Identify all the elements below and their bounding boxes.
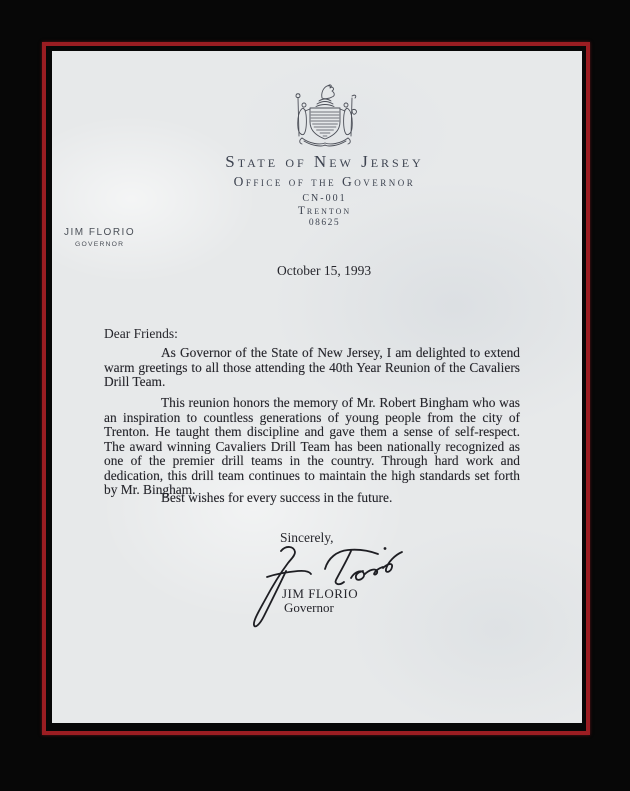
body-paragraph: Best wishes for every success in the future. xyxy=(161,490,393,505)
salutation: Dear Friends: xyxy=(104,326,178,341)
typed-signature-name: JIM FLORIO xyxy=(282,586,359,601)
closing: Sincerely, xyxy=(280,530,334,545)
body-paragraph: As Governor of the State of New Jersey, I am delighted to extend warm greetings to all those attending the 40th Year Reunion of the Cavaliers Drill Team. xyxy=(104,345,520,389)
letterhead-office-line: Office of the Governor xyxy=(233,174,416,189)
letterhead xyxy=(67,51,582,228)
letterhead-cn-line: CN-001 xyxy=(302,193,347,204)
letterhead-state-line: State of New Jersey xyxy=(225,152,424,171)
body-paragraph: This reunion honors the memory of Mr. Robert Bingham who was an inspiration to countless generations of young people from the city of Trenton. He taught them discipline and gave them a sense of self-respect. The award winning Cavaliers Drill Team has been nationally recognized as one of the premier drill teams in the country. Through hard work and dedication, this drill team continues to maintain the high standards set forth by Mr. Bingham. xyxy=(104,395,520,497)
officer-block xyxy=(64,227,135,248)
letter-page xyxy=(52,51,582,723)
typed-signature-title: Governor xyxy=(284,600,334,615)
letterhead-zip-line: 08625 xyxy=(308,218,341,228)
new-jersey-state-seal-icon xyxy=(272,84,378,148)
officer-name: JIM FLORIO xyxy=(64,227,136,238)
letterhead-city-line: Trenton xyxy=(297,205,352,217)
officer-title: GOVERNOR xyxy=(75,241,125,248)
letter-date: October 15, 1993 xyxy=(277,263,372,278)
